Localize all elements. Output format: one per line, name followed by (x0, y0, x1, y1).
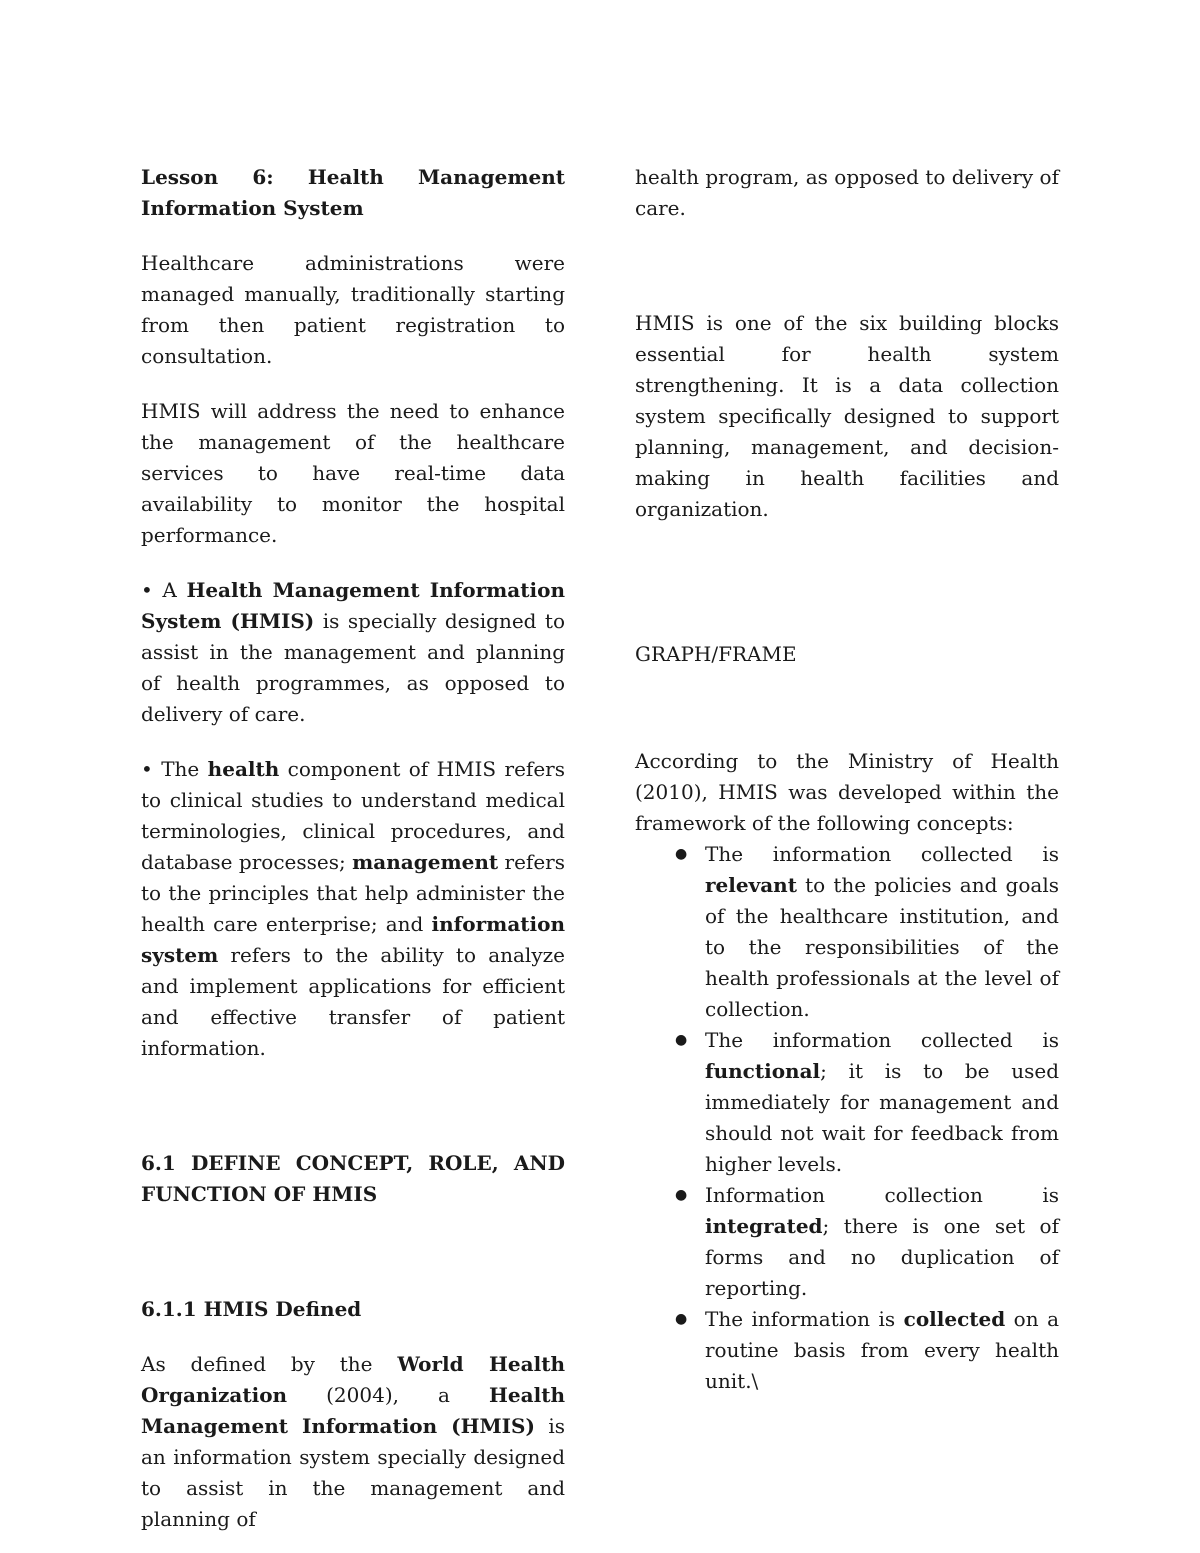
bold-term: relevant (705, 873, 797, 897)
left-column (141, 162, 565, 1535)
subsection-heading: 6.1.1 HMIS Defined (141, 1297, 362, 1321)
bullet-text: is specially designed to assist in the management and planning of health programmes, as opposed to delivery of care. (141, 609, 565, 726)
bullet-prefix: • A (141, 578, 187, 602)
continuation-paragraph: health program, as opposed to delivery of care. (635, 165, 1059, 220)
bullet-prefix: • The (141, 757, 208, 781)
bold-term-health: health (207, 757, 280, 781)
definition-text: (2004), a (287, 1383, 490, 1407)
list-item: ● The information collected is relevant to the policies and goals of the healthcare institution, and to the responsibilities of the health professionals at the level of collection. (635, 839, 1059, 1025)
bold-term-information-system: information system (141, 912, 565, 967)
bullet-dot-icon: ● (675, 1311, 688, 1327)
bullet-dot-icon: ● (675, 846, 688, 862)
concepts-list (635, 839, 1059, 1397)
section-heading: 6.1 DEFINE CONCEPT, ROLE, AND FUNCTION OF HMIS (141, 1151, 565, 1206)
intro-paragraph-2: HMIS will address the need to enhance the management of the healthcare services to have real-time data availability to monitor the hospital performance. (141, 399, 565, 547)
intro-paragraph-1: Healthcare administrations were managed manually, traditionally starting from then patient registration to consultation. (141, 251, 565, 368)
definition-text: As defined by the (141, 1352, 398, 1376)
bold-term: collected (903, 1307, 1006, 1331)
bold-term-hmis-full: Health Management Information (HMIS) (141, 1383, 565, 1438)
bullet-dot-icon: ● (675, 1187, 688, 1203)
bold-term-hmis: Health Management Information System (HMIS) (141, 578, 565, 633)
right-column (635, 162, 1059, 1397)
graph-frame-placeholder: GRAPH/FRAME (635, 642, 797, 666)
bullet-text: refers to the principles that help administer the health care enterprise; and (141, 850, 565, 936)
list-item: ● The information collected is functional; it is to be used immediately for management and should not wait for feedback from higher levels. (635, 1025, 1059, 1180)
bold-term: functional (705, 1059, 821, 1083)
who-definition-paragraph (141, 1349, 565, 1535)
list-item: ● Information collection is integrated; there is one set of forms and no duplication of reporting. (635, 1180, 1059, 1304)
bullet-text: component of HMIS refers to clinical studies to understand medical terminologies, clinical procedures, and database processes; (141, 757, 565, 874)
bullet-hmis-definition (141, 575, 565, 730)
ministry-intro-paragraph: According to the Ministry of Health (2010), HMIS was developed within the framework of the following concepts: (635, 749, 1059, 835)
list-item: ● The information is collected on a routine basis from every health unit.\ (635, 1304, 1059, 1397)
bold-term-management: management (352, 850, 499, 874)
building-blocks-paragraph: HMIS is one of the six building blocks essential for health system strengthening. It is a data collection system specifically designed to support planning, management, and decision-making in health facilities and organization. (635, 311, 1059, 521)
bullet-hmis-components (141, 754, 565, 1064)
definition-text: is an information system specially designed to assist in the management and planning of (141, 1414, 565, 1531)
bullet-dot-icon: ● (675, 1032, 688, 1048)
bold-term-who: World Health Organization (141, 1352, 565, 1407)
bullet-text: refers to the ability to analyze and implement applications for efficient and effective transfer of patient information. (141, 943, 565, 1060)
bold-term: integrated (705, 1214, 823, 1238)
lesson-title: Lesson 6: Health Management Information System (141, 165, 565, 220)
